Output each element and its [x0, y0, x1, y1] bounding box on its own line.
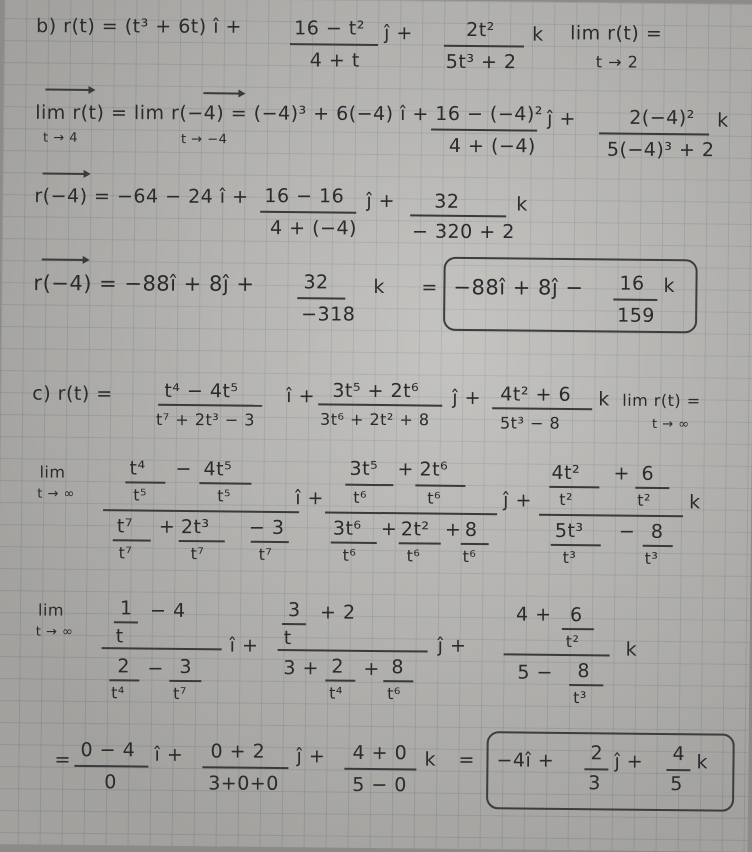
vector-arrow-icon	[203, 92, 243, 94]
b2-k-numerator: 2(−4)²	[629, 106, 695, 130]
c3-i-bot-b-den: t⁷	[173, 683, 187, 703]
b4-lhs: r(−4) = −88î + 8ĵ +	[33, 271, 255, 296]
c-k-denominator: 5t³ − 8	[499, 413, 561, 433]
c4-j-numerator: 0 + 2	[210, 740, 266, 763]
b-j-denominator: 4 + t	[309, 49, 360, 72]
c2-k-top-den-1: t²	[559, 489, 573, 510]
c2-i-top-bar-2	[199, 482, 251, 485]
c3-j-bot-op: +	[363, 657, 380, 680]
b-k-symbol: k	[532, 23, 544, 46]
b-answer-k-numerator: 16	[619, 272, 645, 295]
c3-i-top: 1	[120, 597, 133, 620]
c-j-denominator: 3t⁶ + 2t² + 8	[320, 409, 430, 430]
c2-j-bot-den-3: t⁶	[462, 546, 477, 567]
c2-k-bot-2: 8	[650, 520, 664, 543]
c3-lim-subscript: t → ∞	[35, 624, 74, 640]
c2-i-bot-den-2: t⁷	[190, 544, 205, 564]
c2-k-top-den-2: t²	[637, 490, 651, 510]
c2-j-top-1: 3t⁵	[349, 457, 379, 480]
b-j-fraction-bar	[290, 43, 378, 46]
c-j-symbol: ĵ +	[452, 386, 482, 409]
b-k-fraction-bar	[444, 45, 524, 48]
c3-j-bot-b: 2	[331, 655, 345, 678]
b2-k-fraction-bar	[599, 132, 709, 135]
c3-i-top-rest: − 4	[149, 599, 186, 622]
vector-arrow-icon	[43, 172, 89, 174]
c4-i-fraction-bar	[74, 765, 148, 768]
c3-j-symbol: ĵ +	[437, 634, 467, 657]
c-j-fraction-bar	[318, 403, 442, 406]
c2-k-top-bar-2	[635, 487, 669, 489]
c2-j-bot-3: 8	[464, 518, 478, 542]
b3-j-symbol: ĵ +	[366, 189, 396, 213]
b3-k-denominator: − 320 + 2	[411, 220, 515, 244]
c2-j-bot-2: 2t²	[400, 518, 430, 541]
b-j-numerator: 16 − t²	[294, 17, 365, 40]
c-answer-j-numerator: 2	[590, 742, 604, 765]
b4-k-denominator: −318	[301, 303, 356, 326]
b3-k-fraction-bar	[410, 214, 506, 217]
c-limit-label: lim r(t) =	[622, 390, 701, 411]
b3-j-denominator: 4 + (−4)	[270, 217, 358, 240]
c2-i-bot-bar-2	[179, 540, 225, 542]
vector-arrow-icon	[45, 89, 93, 92]
b-k-numerator: 2t²	[466, 19, 495, 42]
c4-i-denominator: 0	[104, 771, 117, 794]
b2-j-symbol: ĵ +	[547, 107, 576, 130]
b2-k-symbol: k	[717, 109, 729, 132]
c-k-fraction-bar	[492, 407, 592, 410]
b3-j-numerator: 16 − 16	[264, 185, 345, 208]
c2-lim: lim	[39, 462, 66, 482]
b2-j-denominator: 4 + (−4)	[448, 135, 536, 158]
c2-j-top-den-1: t⁶	[353, 487, 367, 507]
b3-k-symbol: k	[516, 193, 528, 216]
c3-i-main-bar	[102, 647, 222, 650]
c3-i-symbol: î +	[229, 634, 259, 657]
c3-k-top-b-den: t²	[565, 632, 580, 652]
b-limit-subscript: t → 2	[595, 52, 639, 72]
c-i-fraction-bar	[158, 404, 262, 407]
c3-j-bot-c-den: t⁶	[387, 684, 401, 704]
c-r-of-t-lhs: c) r(t) =	[32, 382, 113, 405]
c2-j-bot-den-2: t⁶	[406, 546, 421, 566]
b4-k-symbol: k	[373, 276, 385, 299]
c3-i-bot-a-bar	[109, 679, 139, 681]
c2-i-top-2: 4t⁵	[203, 458, 233, 481]
c-limit-subscript: t → ∞	[651, 417, 690, 433]
c3-i-bot-op: −	[147, 657, 164, 680]
c2-k-bot-den-1: t³	[562, 548, 577, 568]
c4-i-symbol: î +	[154, 743, 184, 766]
b2-k-denominator: 5(−4)³ + 2	[606, 138, 715, 162]
c-i-symbol: î +	[286, 385, 316, 408]
c2-k-bot-op: −	[618, 520, 636, 543]
c2-k-top-op: +	[613, 462, 630, 485]
b-limit-lhs: lim r(t) = lim r(−4) = (−4)³ + 6(−4) î +	[35, 101, 429, 126]
c3-i-bot-a-den: t⁴	[111, 683, 125, 703]
c2-i-bot-op: +	[158, 515, 176, 538]
c3-j-bot-c-bar	[383, 680, 413, 682]
c3-k-symbol: k	[625, 638, 638, 661]
c2-k-bot-1: 5t³	[554, 519, 584, 543]
c-answer-k-fraction-bar	[666, 769, 690, 771]
c2-i-top-bar-1	[125, 481, 165, 483]
c4-k-denominator: 5 − 0	[352, 773, 407, 797]
c-i-numerator: t⁴ − 4t⁵	[164, 380, 239, 403]
c4-equals-2: =	[458, 748, 475, 771]
c2-k-bot-den-2: t³	[644, 548, 659, 568]
c3-k-top-a: 4 +	[515, 603, 552, 626]
part-b-definition	[4, 0, 752, 74]
c2-k-top-1: 4t²	[551, 461, 581, 485]
c2-j-top-bar-1	[345, 484, 393, 487]
c3-k-bot-b-den: t³	[573, 688, 587, 708]
c3-i-bot-b-bar	[169, 680, 201, 682]
b4-equals: =	[421, 276, 438, 299]
c4-k-symbol: k	[424, 748, 437, 771]
c2-j-bot-bar-1	[331, 542, 377, 544]
c3-j-bot-a: 3 +	[283, 657, 320, 680]
c2-j-top-2: 2t⁶	[419, 458, 449, 481]
c2-j-top-den-2: t⁶	[427, 488, 441, 508]
b-j-symbol: ĵ +	[384, 22, 413, 45]
c-answer-k-numerator: 4	[672, 743, 686, 766]
c4-j-symbol: ĵ +	[296, 745, 326, 768]
c2-j-bot-op-2: +	[444, 518, 462, 541]
c2-j-top-bar-2	[415, 484, 465, 487]
c2-k-symbol: k	[689, 491, 701, 514]
b-r-of-t-lhs: b) r(t) = (t³ + 6t) î +	[36, 15, 242, 38]
b4-k-numerator: 32	[303, 271, 329, 294]
c3-j-top-bar	[282, 623, 306, 625]
c2-k-main-bar	[539, 514, 683, 518]
c3-j-top-rest: + 2	[319, 601, 356, 624]
c2-k-top-2: 6	[641, 462, 655, 485]
c3-j-main-bar	[278, 649, 428, 653]
b3-k-numerator: 32	[434, 190, 460, 213]
c2-j-bot-bar-3	[461, 543, 489, 545]
b-answer-main: −88î + 8ĵ −	[453, 275, 584, 300]
c3-j-top: 3	[288, 599, 301, 622]
b-answer-k-denominator: 159	[617, 304, 655, 327]
c2-i-top-op: −	[175, 457, 192, 481]
c3-j-bot-b-bar	[325, 679, 355, 681]
c4-k-fraction-bar	[344, 768, 416, 771]
c3-k-top-b: 6	[569, 604, 583, 627]
b3-j-fraction-bar	[260, 211, 356, 214]
c-answer-k-denominator: 5	[670, 773, 683, 796]
c-answer-k-symbol: k	[696, 751, 709, 774]
b2-j-numerator: 16 − (−4)²	[435, 102, 543, 126]
c3-k-top-b-bar	[562, 628, 594, 630]
c2-i-bot-bar-1	[113, 539, 151, 541]
c3-k-bot-b: 8	[577, 660, 591, 683]
c2-i-bot-den-1: t⁷	[118, 543, 133, 563]
c-answer-j-denominator: 3	[588, 772, 601, 795]
c-k-symbol: k	[598, 388, 610, 411]
b4-k-fraction-bar	[297, 297, 345, 300]
c2-k-top-bar-1	[549, 486, 599, 489]
c2-j-bot-bar-2	[399, 542, 441, 544]
c2-i-top-den-2: t⁵	[217, 486, 231, 506]
c2-i-bot-den-3: t⁷	[258, 544, 273, 564]
b-k-denominator: 5t³ + 2	[445, 50, 517, 74]
b3-lhs: r(−4) = −64 − 24 î +	[34, 185, 249, 208]
c3-i-bot-a: 2	[117, 655, 131, 678]
b-limit-sub-b: t → −4	[180, 132, 228, 148]
c3-j-bot-b-den: t⁴	[329, 683, 343, 703]
c2-j-symbol: ĵ +	[503, 489, 532, 512]
c2-i-bot-bar-3	[251, 541, 289, 543]
c2-lim-subscript: t → ∞	[37, 486, 75, 502]
c3-k-main-bar	[504, 653, 610, 656]
c3-i-top-den: t	[115, 625, 124, 648]
c2-j-bot-1: 3t⁶	[332, 517, 362, 540]
c3-lim: lim	[38, 600, 65, 620]
c3-k-bot-a: 5 −	[517, 661, 554, 684]
c-answer-j-fraction-bar	[584, 768, 608, 770]
c2-k-bot-bar-1	[551, 544, 601, 547]
b2-j-fraction-bar	[431, 129, 537, 132]
c2-j-bot-den-1: t⁶	[342, 545, 357, 565]
c2-j-main-bar	[325, 511, 497, 515]
c-k-numerator: 4t² + 6	[500, 383, 572, 406]
c2-k-bot-bar-2	[643, 545, 673, 547]
b-limit-sub-a: t → 4	[42, 130, 79, 146]
c-i-denominator: t⁷ + 2t³ − 3	[156, 410, 255, 430]
c2-i-top-den-1: t⁵	[133, 485, 147, 505]
c4-k-numerator: 4 + 0	[352, 741, 408, 765]
c3-i-bot-b: 3	[179, 655, 193, 679]
c2-i-top-1: t⁴	[129, 457, 146, 480]
c-answer-i-term: −4î +	[496, 749, 555, 772]
c2-i-main-bar	[103, 509, 299, 513]
c4-equals: =	[54, 748, 71, 771]
c4-j-fraction-bar	[202, 766, 288, 769]
c-answer-j-symbol: ĵ +	[614, 750, 644, 773]
c2-i-symbol: î +	[295, 487, 325, 510]
c-j-numerator: 3t⁵ + 2t⁶	[332, 379, 420, 403]
vector-arrow-icon	[42, 258, 88, 260]
c3-i-top-bar	[114, 621, 138, 623]
c2-i-bot-1: t⁷	[116, 515, 134, 538]
c2-j-top-op: +	[397, 458, 414, 481]
c4-i-numerator: 0 − 4	[80, 739, 136, 762]
c2-j-bot-op-1: +	[380, 518, 398, 541]
c3-j-bot-c: 8	[391, 656, 405, 679]
c2-i-bot-3: − 3	[248, 516, 285, 539]
c3-j-top-den: t	[283, 627, 292, 650]
c2-i-bot-2: 2t³	[180, 516, 210, 539]
b-answer-k-symbol: k	[663, 275, 676, 298]
b-limit-label: lim r(t) =	[570, 22, 663, 45]
c3-k-bot-b-bar	[569, 684, 603, 686]
c4-j-denominator: 3+0+0	[208, 772, 279, 795]
